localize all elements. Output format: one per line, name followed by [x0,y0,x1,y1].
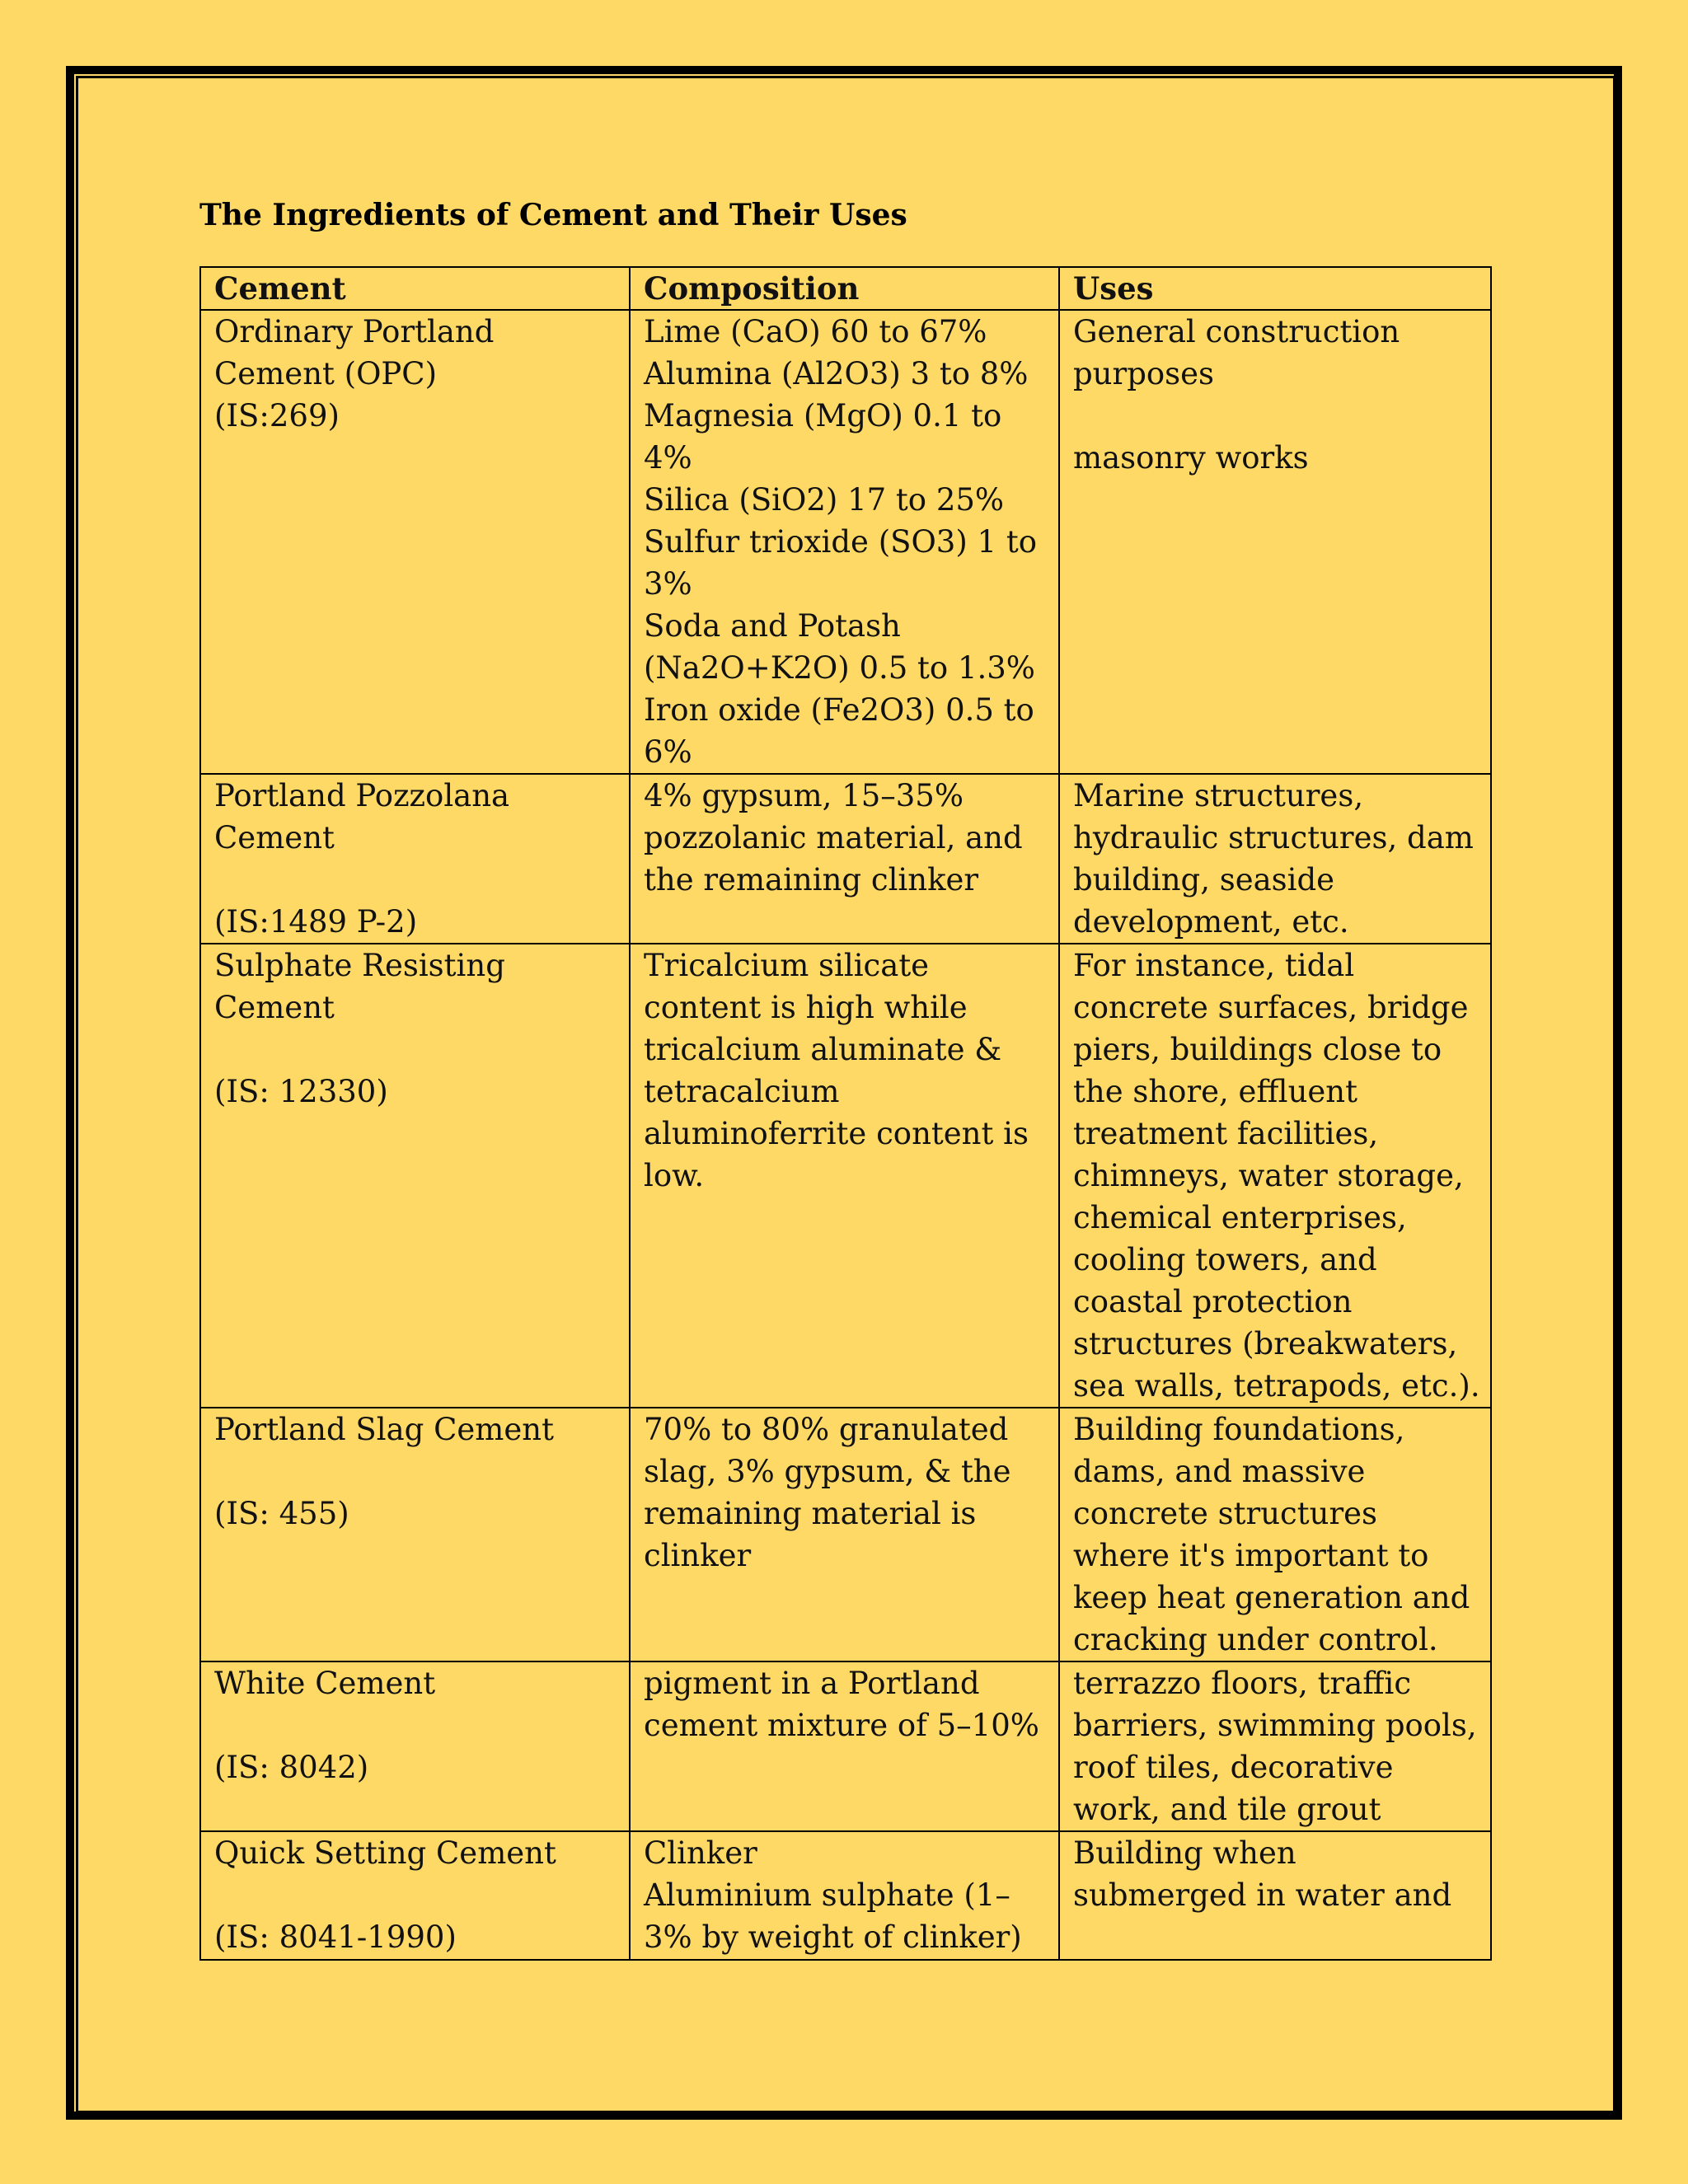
cell-line: work, and tile grout [1073,1792,1381,1827]
table-row [200,1408,1491,1661]
cell-line: Soda and Potash [644,608,901,644]
table-header-row [200,267,1491,310]
cell-composition [630,944,1059,1408]
cell-line: pozzolanic material, and [644,820,1023,855]
cell-cement [200,1831,630,1960]
cell-line: Clinker [644,1835,757,1871]
cell-line: Cement (OPC) [214,356,438,391]
cell-line: Ordinary Portland [214,314,495,349]
cell-line: concrete surfaces, bridge [1073,990,1469,1025]
cell-line: (IS: 8042) [214,1750,369,1785]
cell-cement [200,944,630,1408]
cell-uses [1059,774,1491,944]
cell-line: 4% gypsum, 15–35% [644,778,964,813]
cement-table [199,266,1492,1961]
cell-composition [630,1408,1059,1661]
cell-line: dams, and massive [1073,1454,1366,1489]
cell-line: Portland Slag Cement [214,1412,554,1447]
cell-line: 6% [644,734,692,770]
cell-line: Alumina (Al2O3) 3 to 8% [644,356,1029,391]
cell-cement [200,1661,630,1831]
header-uses: Uses [1059,267,1491,310]
cell-line: masonry works [1073,440,1309,476]
cell-uses [1059,1831,1491,1960]
cell-line: hydraulic structures, dam [1073,820,1474,855]
cell-line: chimneys, water storage, [1073,1158,1464,1193]
cell-line: cracking under control. [1073,1622,1438,1657]
cell-line: General construction [1073,314,1400,349]
cell-line: remaining material is [644,1496,977,1531]
blank-line [214,859,616,901]
cell-line: purposes [1073,356,1215,391]
cell-line: Tricalcium silicate [644,948,930,983]
cell-line: Marine structures, [1073,778,1364,813]
cell-line: Cement [214,990,335,1025]
cell-line: Lime (CaO) 60 to 67% [644,314,987,349]
cell-line: White Cement [214,1666,436,1701]
cell-line: treatment facilities, [1073,1116,1379,1151]
cell-line: aluminoferrite content is [644,1116,1029,1151]
cell-line: keep heat generation and [1073,1580,1470,1615]
cell-composition [630,1661,1059,1831]
cell-composition [630,774,1059,944]
cell-line: where it's important to [1073,1538,1429,1573]
cell-line: clinker [644,1538,752,1573]
blank-line [214,1029,616,1071]
cell-line: coastal protection [1073,1284,1353,1319]
cell-line: Sulfur trioxide (SO3) 1 to [644,524,1037,560]
cell-line: 3% by weight of clinker) [644,1919,1022,1955]
cell-uses [1059,1661,1491,1831]
cell-line: building, seaside [1073,862,1335,898]
header-cement: Cement [200,267,630,310]
cell-line: barriers, swimming pools, [1073,1708,1477,1743]
cell-line: tricalcium aluminate & [644,1032,1002,1067]
cell-line: structures (breakwaters, [1073,1326,1458,1361]
table-row [200,1661,1491,1831]
cell-line: Quick Setting Cement [214,1835,556,1871]
cell-line: (IS:1489 P-2) [214,904,418,940]
cell-line: (IS:269) [214,398,340,434]
cell-line: Silica (SiO2) 17 to 25% [644,482,1005,518]
cell-line: Aluminium sulphate (1– [644,1877,1010,1913]
cell-line: Portland Pozzolana [214,778,510,813]
cell-cement [200,310,630,774]
cell-line: concrete structures [1073,1496,1378,1531]
cell-line: submerged in water and [1073,1877,1452,1913]
cell-line: the remaining clinker [644,862,979,898]
blank-line [214,1704,616,1746]
cell-line: slag, 3% gypsum, & the [644,1454,1011,1489]
cell-line: piers, buildings close to [1073,1032,1442,1067]
cell-uses [1059,310,1491,774]
cell-cement [200,1408,630,1661]
cell-line: Iron oxide (Fe2O3) 0.5 to [644,692,1034,728]
table-row [200,774,1491,944]
document-title: The Ingredients of Cement and Their Uses [199,198,907,232]
cell-line: the shore, effluent [1073,1074,1357,1109]
cell-line: Magnesia (MgO) 0.1 to [644,398,1002,434]
cell-uses [1059,1408,1491,1661]
cell-line: terrazzo floors, traffic [1073,1666,1412,1701]
cell-line: pigment in a Portland [644,1666,980,1701]
cell-line: Cement [214,820,335,855]
cell-line: For instance, tidal [1073,948,1355,983]
cell-composition [630,310,1059,774]
cell-line: cement mixture of 5–10% [644,1708,1039,1743]
cell-line: 4% [644,440,692,476]
cell-line: (IS: 8041-1990) [214,1919,457,1955]
cell-line: roof tiles, decorative [1073,1750,1394,1785]
cell-line: content is high while [644,990,968,1025]
cell-cement [200,774,630,944]
header-composition: Composition [630,267,1059,310]
cell-line: cooling towers, and [1073,1242,1377,1277]
cell-line: chemical enterprises, [1073,1200,1407,1235]
table-row [200,1831,1491,1960]
cell-uses [1059,944,1491,1408]
cell-line: Building foundations, [1073,1412,1405,1447]
cell-line: (IS: 455) [214,1496,349,1531]
cell-line: (IS: 12330) [214,1074,388,1109]
cell-line: low. [644,1158,705,1193]
cell-line: sea walls, tetrapods, etc.). [1073,1368,1480,1404]
table-row [200,944,1491,1408]
cell-line: Building when [1073,1835,1296,1871]
blank-line [214,1874,616,1916]
cell-line: Sulphate Resisting [214,948,505,983]
blank-line [1073,395,1477,437]
cell-line: 70% to 80% granulated [644,1412,1009,1447]
cell-line: 3% [644,566,692,602]
table-row [200,310,1491,774]
cell-line: development, etc. [1073,904,1349,940]
cell-line: tetracalcium [644,1074,840,1109]
cell-line: (Na2O+K2O) 0.5 to 1.3% [644,650,1035,686]
blank-line [214,1451,616,1493]
cell-composition [630,1831,1059,1960]
